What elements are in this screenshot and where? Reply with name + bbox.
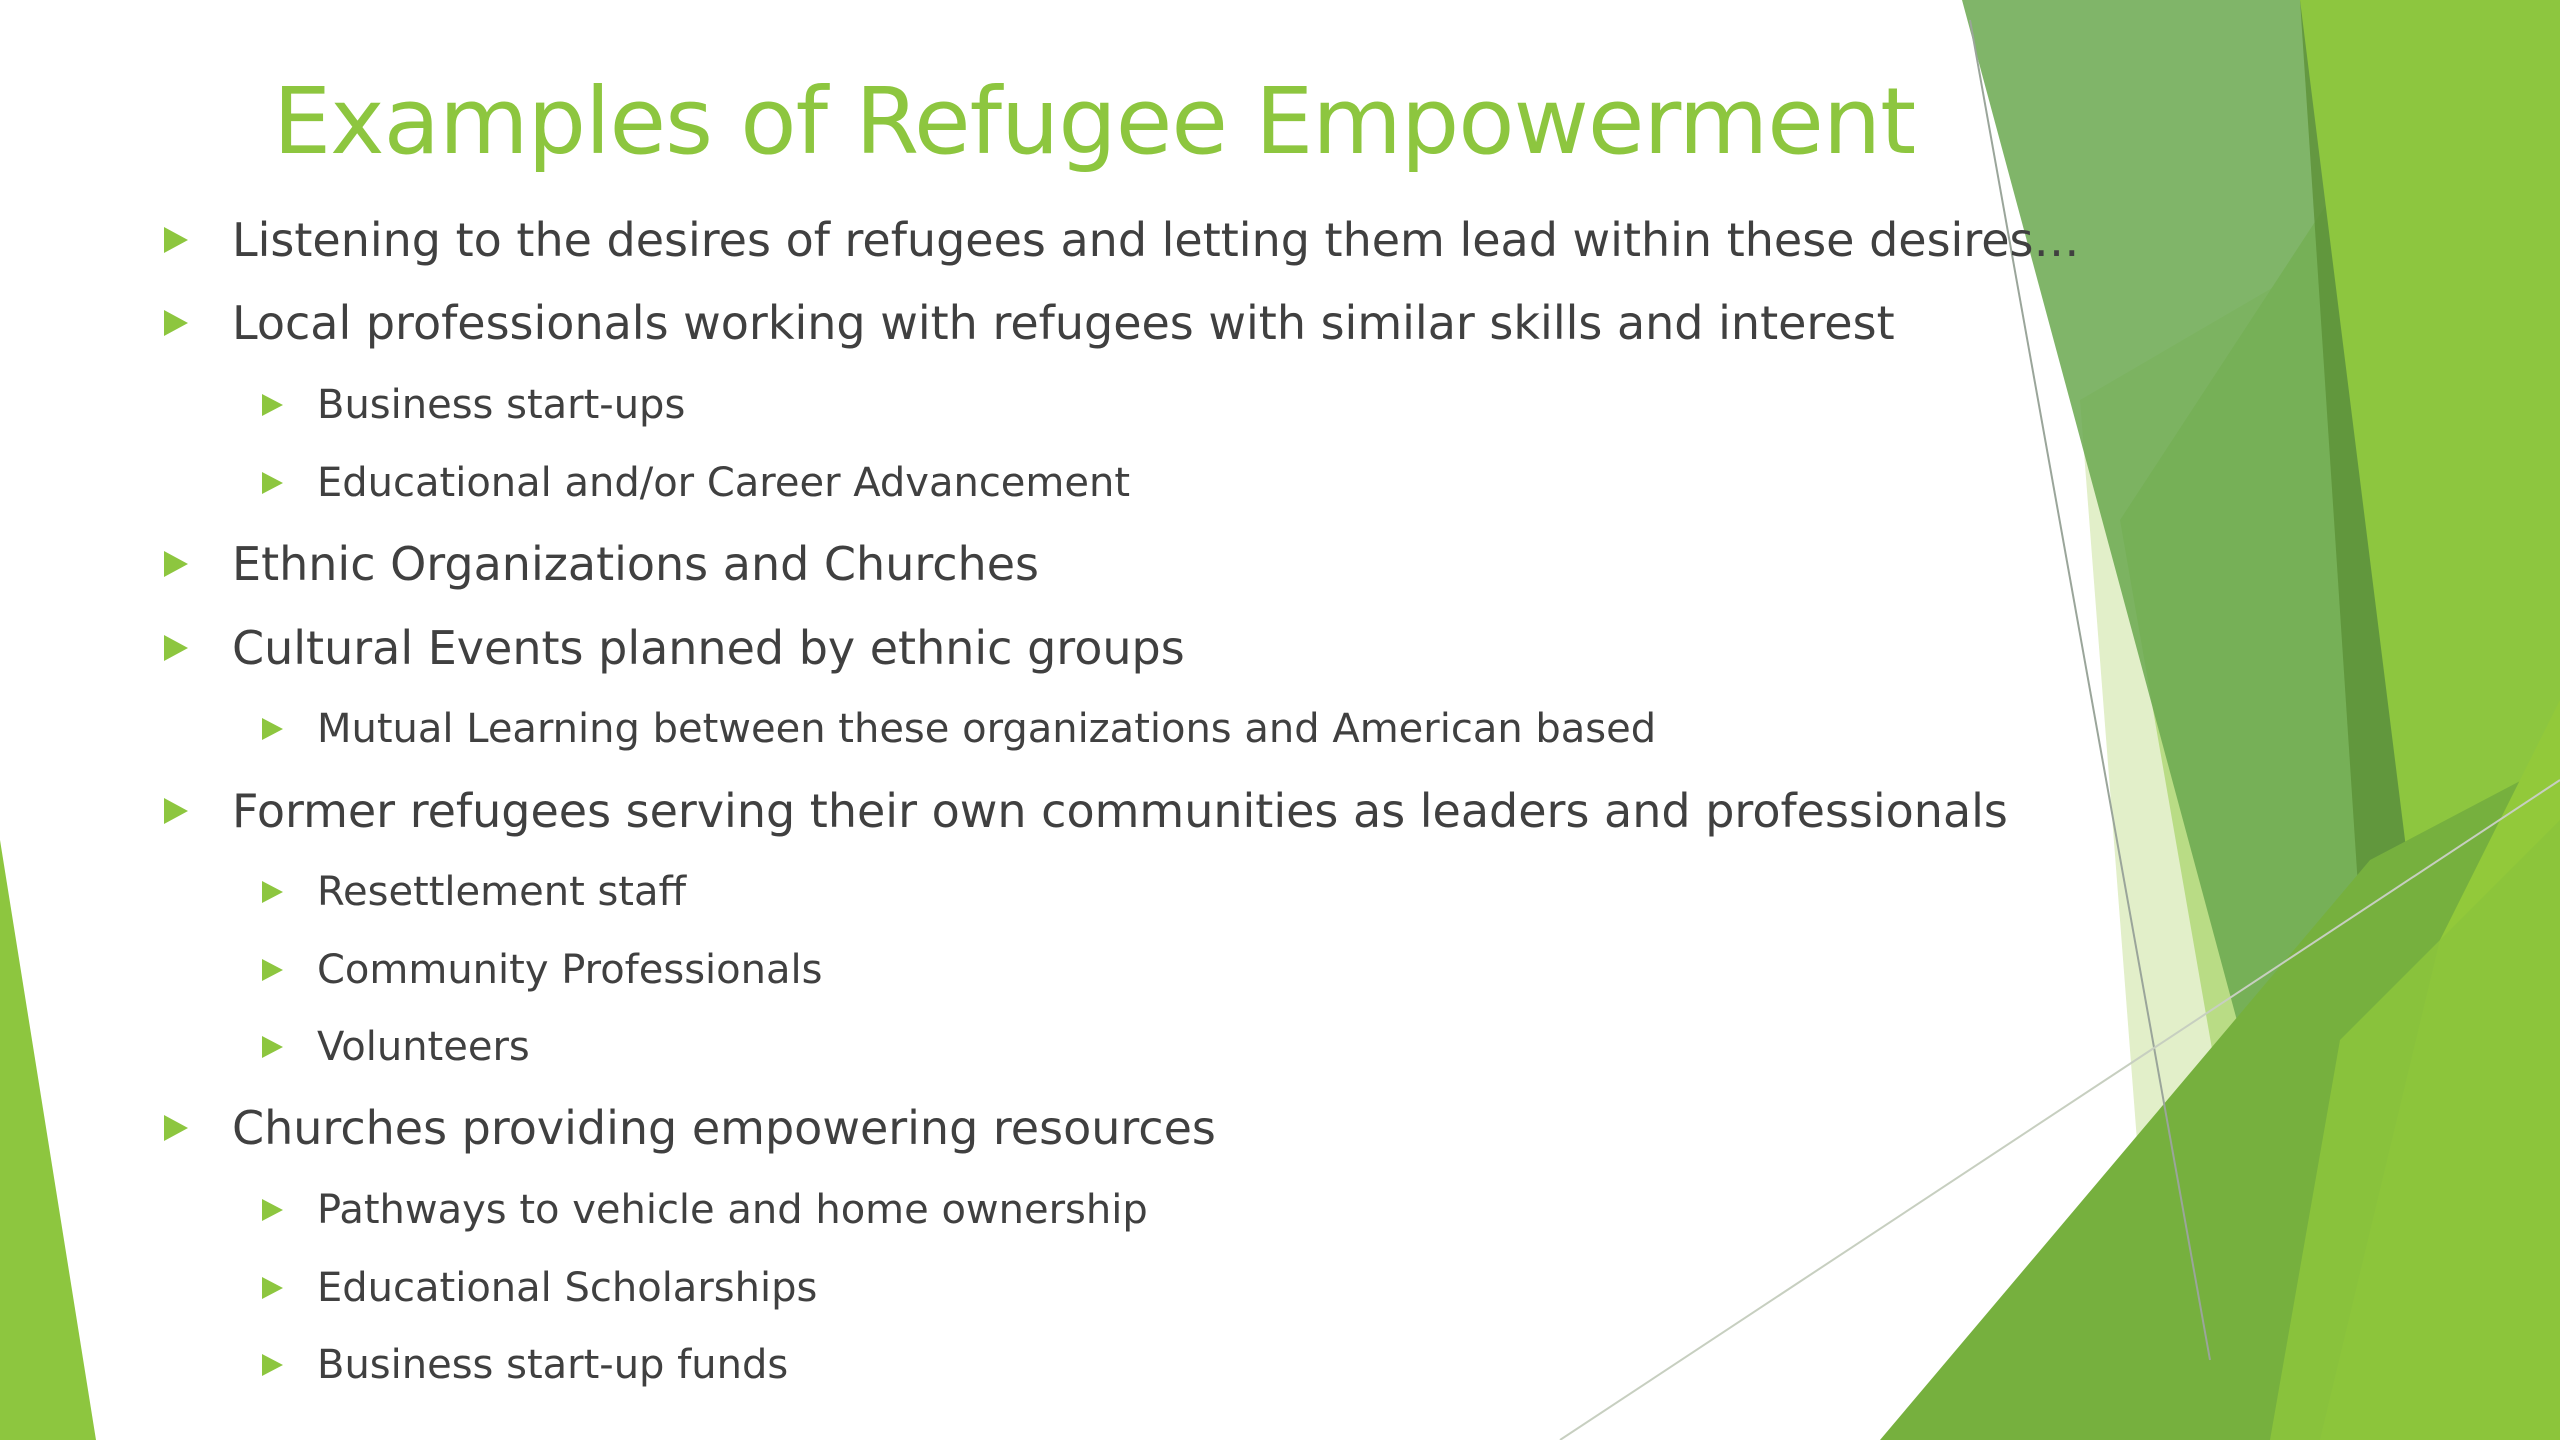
sub-bullet-item xyxy=(262,1260,818,1316)
sub-bullet-text: Volunteers xyxy=(317,1024,530,1070)
triangle-right-icon xyxy=(262,472,283,494)
triangle-right-icon xyxy=(164,227,188,253)
sub-bullet-text: Resettlement staff xyxy=(317,869,687,915)
triangle-right-icon xyxy=(164,551,188,577)
sub-bullet-text: Pathways to vehicle and home ownership xyxy=(317,1187,1148,1233)
triangle-right-icon xyxy=(262,1354,283,1376)
sub-bullet-item xyxy=(262,701,1657,757)
triangle-right-icon xyxy=(164,310,188,336)
sub-bullet-item xyxy=(262,1019,530,1075)
triangle-right-icon xyxy=(164,635,188,661)
sub-bullet-text: Business start-ups xyxy=(317,382,686,428)
sub-bullet-text: Community Professionals xyxy=(317,947,823,993)
triangle-right-icon xyxy=(164,1115,188,1141)
bullet-text: Churches providing empowering resources xyxy=(232,1101,1216,1155)
bullet-item xyxy=(164,1096,1216,1160)
triangle-right-icon xyxy=(262,959,283,981)
bullet-text: Listening to the desires of refugees and letting them lead within these desires… xyxy=(232,213,2080,267)
bullet-item xyxy=(164,291,1895,355)
sub-bullet-item xyxy=(262,942,823,998)
sub-bullet-item xyxy=(262,1182,1148,1238)
bullet-text: Local professionals working with refugees with similar skills and interest xyxy=(232,296,1895,350)
triangle-right-icon xyxy=(262,881,283,903)
sub-bullet-text: Mutual Learning between these organizations and American based xyxy=(317,706,1657,752)
sub-bullet-text: Educational and/or Career Advancement xyxy=(317,460,1131,506)
bullet-item xyxy=(164,532,1039,596)
triangle-right-icon xyxy=(262,718,283,740)
triangle-right-icon xyxy=(262,1036,283,1058)
bullet-item xyxy=(164,616,1185,680)
sub-bullet-item xyxy=(262,1337,789,1393)
bullet-item xyxy=(164,779,2008,843)
triangle-right-icon xyxy=(262,1277,283,1299)
sub-bullet-item xyxy=(262,455,1131,511)
sub-bullet-text: Business start-up funds xyxy=(317,1342,789,1388)
bullet-text: Cultural Events planned by ethnic groups xyxy=(232,621,1185,675)
triangle-right-icon xyxy=(262,394,283,416)
bullet-text: Former refugees serving their own communities as leaders and professionals xyxy=(232,784,2008,838)
sub-bullet-item xyxy=(262,377,686,433)
triangle-right-icon xyxy=(262,1199,283,1221)
sub-bullet-item xyxy=(262,864,687,920)
bullet-item xyxy=(164,208,2080,272)
slide-title: Examples of Refugee Empowerment xyxy=(273,68,1916,175)
bullet-text: Ethnic Organizations and Churches xyxy=(232,537,1039,591)
sub-bullet-text: Educational Scholarships xyxy=(317,1265,818,1311)
triangle-right-icon xyxy=(164,798,188,824)
